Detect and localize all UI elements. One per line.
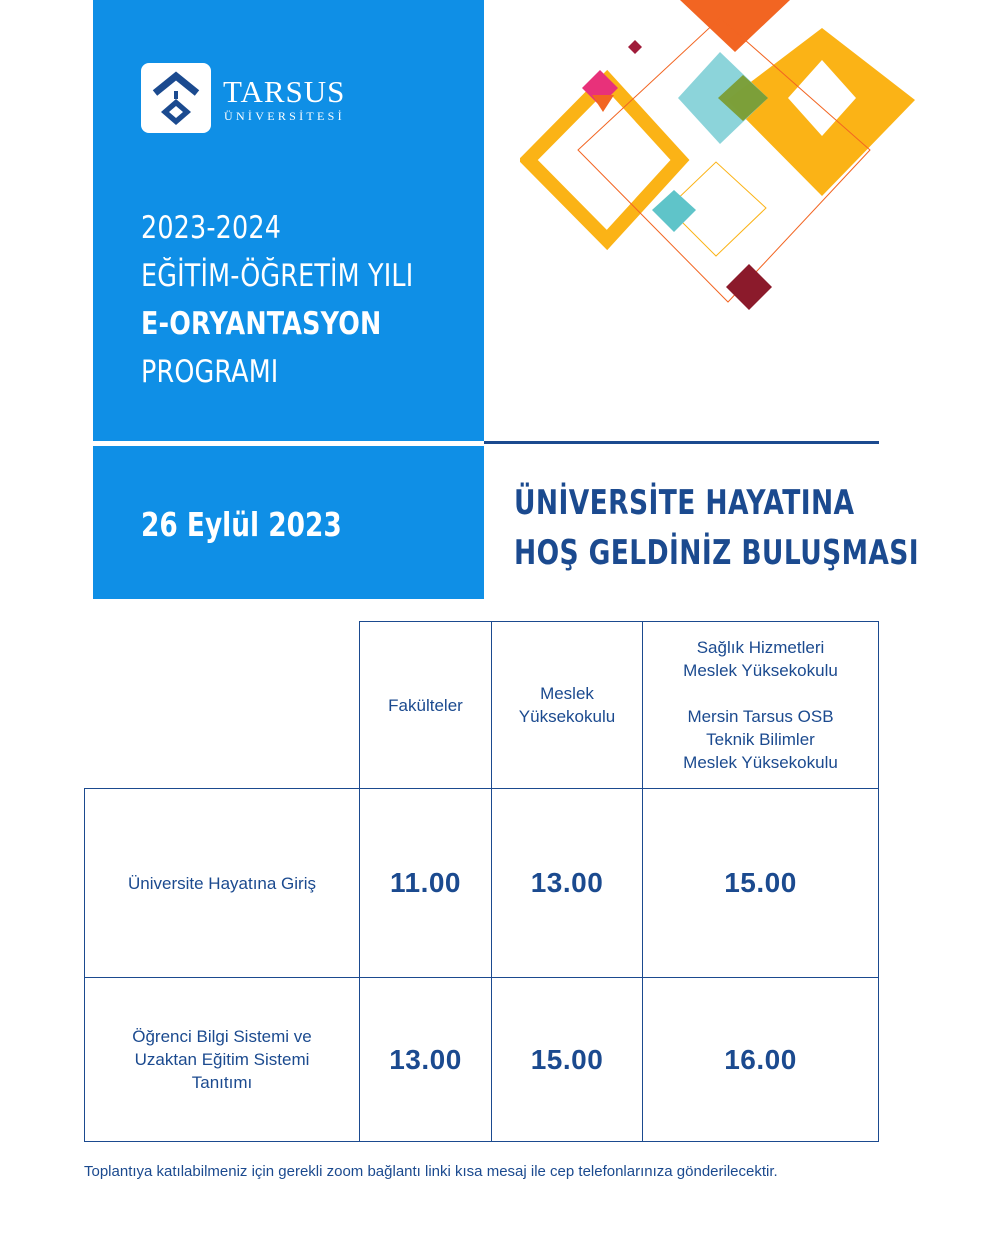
university-name: TARSUS [223, 74, 346, 109]
header-health-line2: Meslek Yüksekokulu [683, 661, 838, 680]
row-label-systems [85, 978, 360, 1142]
time-cell: 16.00 [643, 978, 879, 1142]
header-vocational [492, 622, 643, 789]
header-osb-line1: Mersin Tarsus OSB [687, 707, 834, 726]
university-logo [141, 63, 211, 133]
event-title-line2: HOŞ GELDİNİZ BULUŞMASI [514, 533, 920, 573]
header-row [85, 622, 879, 789]
header-faculties: Fakülteler [360, 622, 492, 789]
university-subtitle: ÜNİVERSİTESİ [224, 109, 345, 123]
time-cell: 13.00 [360, 978, 492, 1142]
row-label-systems-line2: Uzaktan Eğitim Sistemi [134, 1050, 310, 1069]
header-osb-line3: Meslek Yüksekokulu [683, 753, 838, 772]
header-osb-line2: Teknik Bilimler [706, 730, 815, 749]
program-title [141, 204, 473, 396]
header-health-osb [643, 622, 879, 789]
row-label-systems-line1: Öğrenci Bilgi Sistemi ve [132, 1027, 312, 1046]
header-vocational-line1: Meslek [540, 684, 594, 703]
header-health-line1: Sağlık Hizmetleri [696, 638, 825, 657]
row-label-systems-line3: Tanıtımı [191, 1073, 253, 1092]
title-line-program-word: PROGRAMI [141, 354, 279, 390]
header-vocational-line2: Yüksekokulu [518, 707, 616, 726]
event-title [514, 478, 1000, 578]
time-cell: 15.00 [643, 789, 879, 978]
divider-rule [484, 441, 879, 444]
time-cell: 13.00 [492, 789, 643, 978]
time-cell: 15.00 [492, 978, 643, 1142]
row-label-intro: Üniversite Hayatına Giriş [85, 789, 360, 978]
title-line-program: E-ORYANTASYON [141, 306, 382, 342]
decorative-diamonds [520, 0, 920, 320]
footnote: Toplantıya katılabilmeniz için gerekli zoom bağlantı linki kısa mesaj ile cep telefonlarınıza gönderilecektir. [84, 1163, 778, 1180]
table-row [85, 978, 879, 1142]
title-line-year: 2023-2024 [141, 210, 282, 246]
table-row [85, 789, 879, 978]
time-cell: 11.00 [360, 789, 492, 978]
schedule-table [84, 621, 879, 1142]
logo-emblem-icon [141, 63, 211, 133]
title-line-term: EĞİTİM-ÖĞRETİM YILI [141, 258, 414, 294]
header-blank-cell [85, 622, 360, 789]
event-date: 26 Eylül 2023 [141, 505, 342, 544]
event-title-line1: ÜNİVERSİTE HAYATINA [514, 483, 855, 523]
